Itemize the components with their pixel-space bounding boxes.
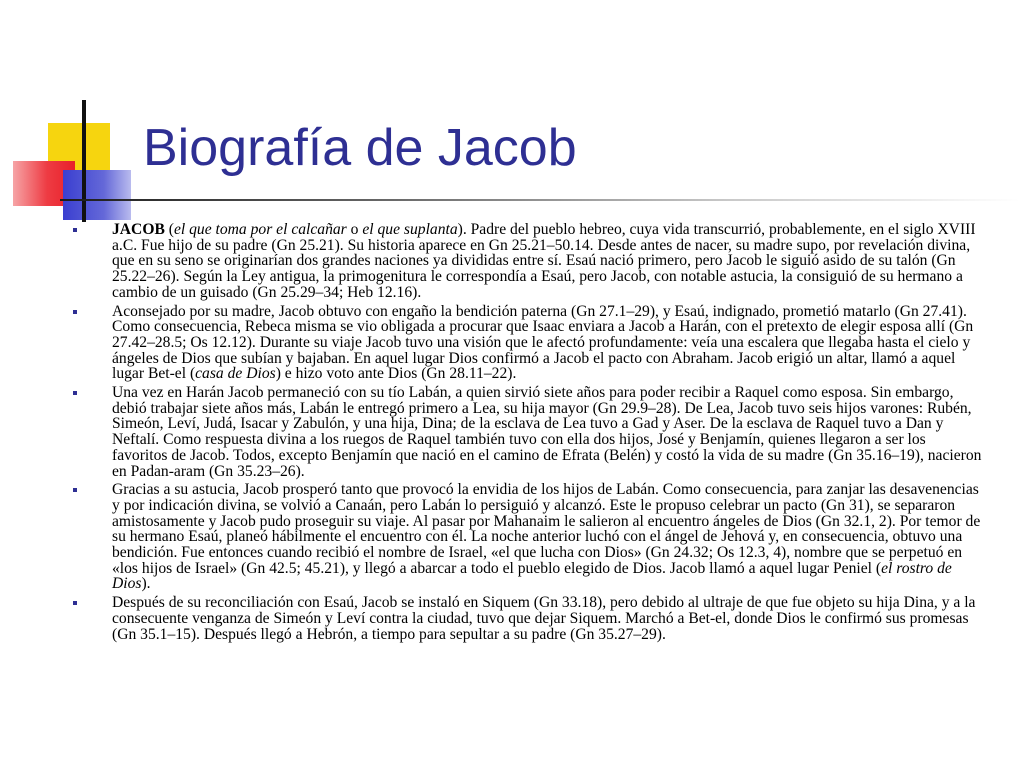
jacob-name-bold: JACOB — [112, 221, 165, 238]
square-bullet-icon — [73, 228, 77, 232]
square-bullet-icon — [73, 488, 77, 492]
bullet-paragraph-4 — [70, 482, 982, 592]
decorative-vertical-line — [82, 100, 86, 222]
bullet-list — [70, 222, 982, 645]
paragraph-text: Una vez en Harán Jacob permaneció con su tío Labán, a quien sirvió siete años para poder recibir a Raquel como esposa. Sin embargo, debió trabajar siete años más, Labán le entregó primero a Lea, su hija mayor (Gn 29.9–28). De Lea, Jacob tuvo seis hijos varones: Rubén, Simeón, Leví, Judá, Isacar y Zabulón, y una hija, Dina; de la esclava de Lea tuvo a Gad y Aser. De la esclava de Raquel tuvo a Dan y Neftalí. Como respuesta divina a los ruegos de Raquel también tuvo con ella dos hijos, José y Benjamín, quienes llegaron a ser los favoritos de Jacob. Todos, excepto Benjamín que nació en el camino de Efrata (Belén) y costó la vida de su madre (Gn 35.16–19), nacieron en Padan-aram (Gn 35.23–26). — [112, 384, 982, 480]
bullet-paragraph-2 — [70, 304, 982, 383]
bullet-paragraph-5 — [70, 595, 982, 642]
square-bullet-icon — [73, 601, 77, 605]
paragraph-text: o — [346, 221, 363, 238]
meaning-italic: el rostro de Dios — [112, 559, 952, 593]
bullet-paragraph-3 — [70, 385, 982, 479]
square-bullet-icon — [73, 391, 77, 395]
paragraph-text: ). — [141, 575, 151, 593]
paragraph-text: Gracias a su astucia, Jacob prosperó tanto que provocó la envidia de los hijos de Labán. Como consecuencia, para zanjar las desavenencias y por indicación divina, se volvió a Canaán, pero Labán lo persiguió y alcanzó. Este le propuso celebrar un pacto (Gn 31), se separaron amistosamente y Jacob pudo proseguir su viaje. Al pasar por Mahanaim le salieron al encuentro ángeles de Dios (Gn 32.1, 2). Por temor de su hermano Esaú, planeó hábilmente el encuentro con él. La noche anterior luchó con el ángel de Jehová y, en consecuencia, obtuvo una bendición. Fue entonces cuando recibió el nombre de Israel, «el que lucha con Dios» (Gn 24.32; Os 12.3, 4), nombre que se perpetuó en «los hijos de Israel» (Gn 42.5; 45.21), y llegó a abarcar a todo el pueblo elegido de Dios. Jacob llamó a aquel lugar Peniel ( — [112, 481, 981, 577]
bullet-paragraph-1 — [70, 222, 982, 301]
paragraph-text: ). Padre del pueblo hebreo, cuya vida transcurrió, probablemente, en el siglo XVIII a.C. Fue hijo de su padre (Gn 25.21). Su historia aparece en Gn 25.21–50.14. Desde antes de nacer, su madre supo, por revelación divina, que en su seno se originarían dos grandes naciones ya divididas entre sí. Esaú nació primero, pero Jacob le siguió asido de su talón (Gn 25.22–26). Según la Ley antigua, la primogenitura le correspondía a Esaú, pero Jacob, con notable astucia, la consiguió de su hermano a cambio de un guisado (Gn 25.29–34; Heb 12.16). — [112, 221, 976, 301]
paragraph-text: Después de su reconciliación con Esaú, Jacob se instaló en Siquem (Gn 33.18), pero debido al ultraje de que fue objeto su hija Dina, y a la consecuente venganza de Simeón y Leví contra la ciudad, tuvo que dejar Siquem. Marchó a Bet-el, donde Dios le confirmó sus promesas (Gn 35.1–15). Después llegó a Hebrón, a tiempo para sepultar a su padre (Gn 35.27–29). — [112, 594, 976, 643]
paragraph-text: Aconsejado por su madre, Jacob obtuvo con engaño la bendición paterna (Gn 27.1–29), y Esaú, indignado, prometió matarlo (Gn 27.41). Como consecuencia, Rebeca misma se vio obligada a procurar que Isaac enviara a Jacob a Harán, con el pretexto de elegir esposa allí (Gn 27.42–28.5; Os 12.12). Durante su viaje Jacob tuvo una visión que le afectó profundamente: veía una escalera que llegaba hasta el cielo y ángeles de Dios que subían y bajaban. En aquel lugar Dios confirmó a Jacob el pacto con Abraham. Jacob erigió un altar, llamó a aquel lugar Bet-el ( — [112, 302, 974, 383]
square-bullet-icon — [73, 310, 77, 314]
meaning-italic: el que toma por el calcañar — [173, 221, 347, 238]
paragraph-text: ( — [164, 221, 174, 238]
meaning-italic: casa de Dios — [195, 365, 276, 383]
slide-title: Biografía de Jacob — [143, 119, 577, 177]
title-underline-divider — [60, 199, 1020, 201]
paragraph-text: ) e hizo voto ante Dios (Gn 28.11–22). — [275, 365, 517, 383]
decorative-blue-square — [63, 170, 131, 220]
meaning-italic: el que suplanta — [362, 221, 458, 238]
